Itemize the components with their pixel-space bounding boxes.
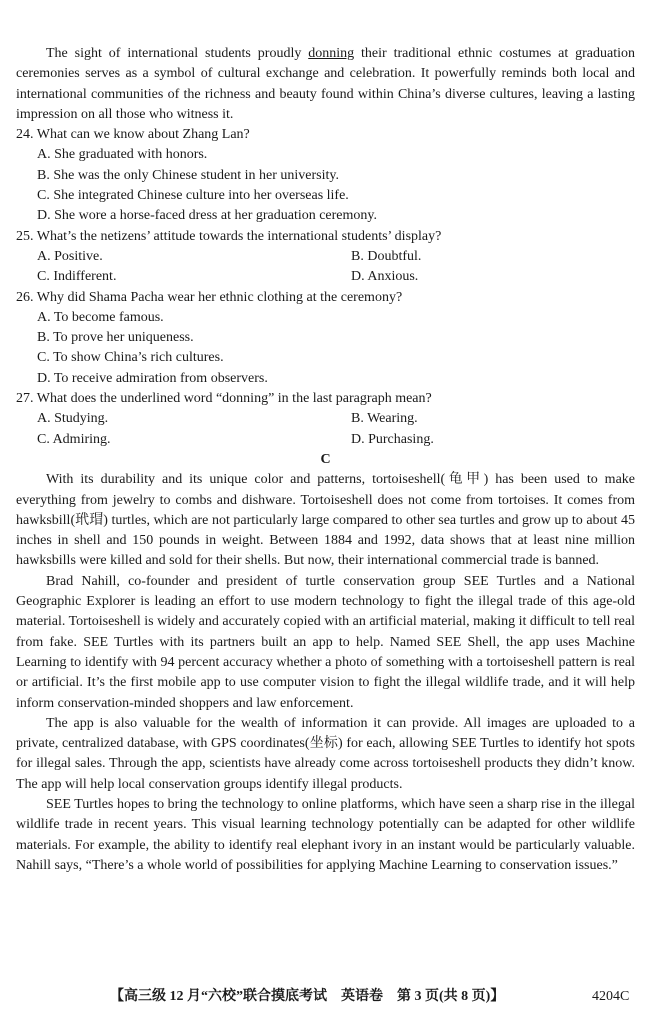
option-d: D. Purchasing. bbox=[351, 431, 434, 447]
question-stem: 25. What’s the netizens’ attitude towards the international students’ display? bbox=[16, 228, 442, 244]
option-a: A. Studying. bbox=[37, 411, 109, 427]
passage-c-paragraph-4: SEE Turtles hopes to bring the technology to online platforms, which have seen a sharp rise in the illegal wildlife trade in recent years. This visual learning technology potentially can be adapted for other wildlife materials. For example, the ability to identify real elephant ivory in an instant would be particularly valuable. Nahill says, “There’s a whole world of possibilities for applying Machine Learning to conservation issues.” bbox=[16, 796, 635, 873]
question-stem: 26. Why did Shama Pacha wear her ethnic clothing at the ceremony? bbox=[16, 289, 403, 305]
options-row bbox=[16, 430, 635, 450]
paper-code: 4204C bbox=[592, 989, 630, 1004]
options-row bbox=[16, 409, 635, 429]
option-d: D. She wore a horse-faced dress at her graduation ceremony. bbox=[37, 208, 378, 224]
option-a: A. To become famous. bbox=[37, 309, 164, 325]
question-stem: 27. What does the underlined word “donning” in the last paragraph mean? bbox=[16, 391, 432, 407]
section-heading: C bbox=[320, 451, 331, 467]
option-b: B. Wearing. bbox=[351, 411, 418, 427]
question-24 bbox=[16, 125, 635, 226]
option-c: C. To show China’s rich cultures. bbox=[37, 350, 224, 366]
option-b: B. To prove her uniqueness. bbox=[37, 330, 194, 346]
exam-title: 【高三级 12 月“六校”联合摸底考试 英语卷 第 3 页(共 8 页)】 bbox=[110, 989, 505, 1004]
option-a: A. Positive. bbox=[37, 248, 103, 264]
option-d: D. Anxious. bbox=[351, 269, 419, 285]
option-b: B. Doubtful. bbox=[351, 248, 422, 264]
question-25 bbox=[16, 227, 635, 288]
option-c: C. Indifferent. bbox=[37, 269, 117, 285]
question-stem: 24. What can we know about Zhang Lan? bbox=[16, 127, 250, 143]
option-c: C. Admiring. bbox=[37, 431, 111, 447]
page-footer bbox=[0, 986, 648, 1008]
option-c: C. She integrated Chinese culture into her overseas life. bbox=[37, 188, 349, 204]
option-a: A. She graduated with honors. bbox=[37, 147, 208, 163]
options-row bbox=[16, 247, 635, 267]
passage-b-last-paragraph: The sight of international students proudly donning their traditional ethnic costumes at graduation ceremonies serves as a symbol of cultural exchange and celebration. It powerfully reminds both local and international communities of the richness and beauty found within China’s diverse cultures, leaving a lasting impression on all those who witness it. bbox=[16, 46, 635, 122]
options-row bbox=[16, 267, 635, 287]
option-b: B. She was the only Chinese student in her university. bbox=[37, 167, 339, 183]
option-d: D. To receive admiration from observers. bbox=[37, 370, 268, 386]
question-27 bbox=[16, 389, 635, 450]
passage-c-paragraph-1: With its durability and its unique color and patterns, tortoiseshell(龟甲) has been used to make everything from jewelry to combs and dishware. Tortoiseshell does not come from tortoises. It comes from hawksbill(玳瑁) turtles, which are not particularly large compared to other sea turtles and grow up to about 45 inches in shell and 150 pounds in weight. Between 1884 and 1992, data shows that at least nine million hawksbills were killed and sold for their shells. But now, their international commercial trade is banned. bbox=[16, 472, 635, 569]
passage-c-paragraph-3: The app is also valuable for the wealth of information it can provide. All images are uploaded to a private, centralized database, with GPS coordinates(坐标) for each, allowing SEE Turtles to identify hot spots for illegal sales. Through the app, scientists have already come across tortoiseshell products they didn’t know. The app will help local conservation groups identify illegal products. bbox=[16, 715, 635, 792]
page-content bbox=[16, 44, 635, 876]
passage-c-paragraph-2: Brad Nahill, co-founder and president of turtle conservation group SEE Turtles and a National Geographic Explorer is leading an effort to use modern technology to fight the illegal trade of this age-old material. Tortoiseshell is widely and accurately copied with an artificial material, making it difficult to tell real from fake. SEE Turtles with its partners built an app to help. Named SEE Shell, the app uses Machine Learning to identify with 94 percent accuracy whether a photo of something with a tortoiseshell pattern is real or artificial. It’s the first mobile app to use computer vision to fight the illegal wildlife trade, and it will help inform conservation-minded shoppers and law enforcement. bbox=[16, 573, 635, 711]
question-26 bbox=[16, 288, 635, 389]
underlined-word: donning bbox=[308, 46, 355, 61]
